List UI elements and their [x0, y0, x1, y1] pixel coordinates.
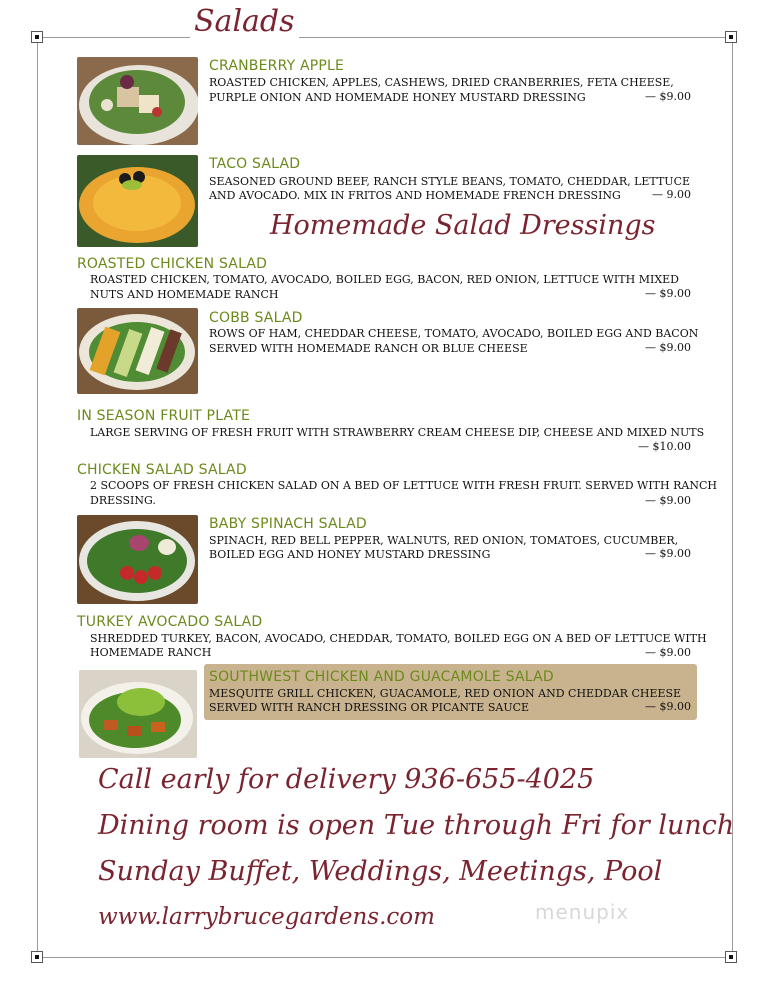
item-title: BABY SPINACH SALAD — [209, 516, 367, 532]
page-title: Salads — [190, 4, 299, 39]
item-description: SPINACH, RED BELL PEPPER, WALNUTS, RED ONION, TOMATOES, CUCUMBER, — [209, 534, 679, 547]
baby-spinach-salad-photo — [77, 515, 198, 604]
item-title: CRANBERRY APPLE — [209, 58, 345, 74]
taco-salad-photo — [77, 155, 198, 247]
item-description: SERVED WITH HOMEMADE RANCH OR BLUE CHEESE — [209, 342, 528, 355]
item-title: COBB SALAD — [209, 310, 303, 326]
watermark: menupix — [535, 900, 630, 924]
item-description: SEASONED GROUND BEEF, RANCH STYLE BEANS, TOMATO, CHEDDAR, LETTUCE — [209, 175, 691, 188]
item-title: IN SEASON FRUIT PLATE — [77, 408, 250, 424]
item-description: SHREDDED TURKEY, BACON, AVOCADO, CHEDDAR, TOMATO, BOILED EGG ON A BED OF LETTUCE WITH — [90, 632, 707, 645]
item-description: HOMEMADE RANCH — [90, 646, 212, 659]
delivery-phone-line: Call early for delivery 936-655-4025 — [98, 764, 595, 795]
services-line: Sunday Buffet, Weddings, Meetings, Pool — [98, 856, 663, 887]
item-description: PURPLE ONION AND HOMEMADE HONEY MUSTARD DRESSING — [209, 91, 586, 104]
item-price: — $9.00 — [645, 341, 691, 354]
item-price: — $9.00 — [645, 646, 691, 659]
item-title: TACO SALAD — [209, 156, 301, 172]
item-price: — $9.00 — [645, 287, 691, 300]
dressings-heading: Homemade Salad Dressings — [270, 210, 656, 241]
item-price: — $9.00 — [645, 700, 691, 713]
item-description: 2 SCOOPS OF FRESH CHICKEN SALAD ON A BED OF LETTUCE WITH FRESH FRUIT. SERVED WITH RANCH — [90, 479, 717, 492]
item-description: ROASTED CHICKEN, TOMATO, AVOCADO, BOILED EGG, BACON, RED ONION, LETTUCE WITH MIXED — [90, 273, 679, 286]
item-description: NUTS AND HOMEMADE RANCH — [90, 288, 279, 301]
item-price: — 9.00 — [652, 188, 691, 201]
item-description: SERVED WITH RANCH DRESSING OR PICANTE SAUCE — [209, 701, 530, 714]
item-price: — $10.00 — [638, 440, 691, 453]
item-description: MESQUITE GRILL CHICKEN, GUACAMOLE, RED ONION AND CHEDDAR CHEESE — [209, 687, 682, 700]
item-description: ROWS OF HAM, CHEDDAR CHEESE, TOMATO, AVOCADO, BOILED EGG AND BACON — [209, 327, 699, 340]
item-price: — $9.00 — [645, 90, 691, 103]
item-description: ROASTED CHICKEN, APPLES, CASHEWS, DRIED CRANBERRIES, FETA CHEESE, — [209, 76, 674, 89]
corner-marker — [31, 951, 43, 963]
item-description: LARGE SERVING OF FRESH FRUIT WITH STRAWBERRY CREAM CHEESE DIP, CHEESE AND MIXED NUTS — [90, 426, 705, 439]
corner-marker — [31, 31, 43, 43]
dining-hours-line: Dining room is open Tue through Fri for lunch — [98, 810, 735, 841]
item-description: AND AVOCADO. MIX IN FRITOS AND HOMEMADE FRENCH DRESSING — [209, 189, 621, 202]
item-description: DRESSING. — [90, 494, 156, 507]
item-price: — $9.00 — [645, 547, 691, 560]
item-title: ROASTED CHICKEN SALAD — [77, 256, 268, 272]
corner-marker — [725, 951, 737, 963]
item-title: SOUTHWEST CHICKEN AND GUACAMOLE SALAD — [209, 669, 554, 685]
item-price: — $9.00 — [645, 494, 691, 507]
item-title: TURKEY AVOCADO SALAD — [77, 614, 263, 630]
cobb-salad-photo — [77, 308, 198, 394]
website-link[interactable]: www.larrybrucegardens.com — [98, 904, 435, 930]
item-description: BOILED EGG AND HONEY MUSTARD DRESSING — [209, 548, 491, 561]
southwest-chicken-guacamole-photo — [79, 670, 197, 758]
cranberry-apple-photo — [77, 57, 198, 145]
item-title: CHICKEN SALAD SALAD — [77, 462, 247, 478]
corner-marker — [725, 31, 737, 43]
